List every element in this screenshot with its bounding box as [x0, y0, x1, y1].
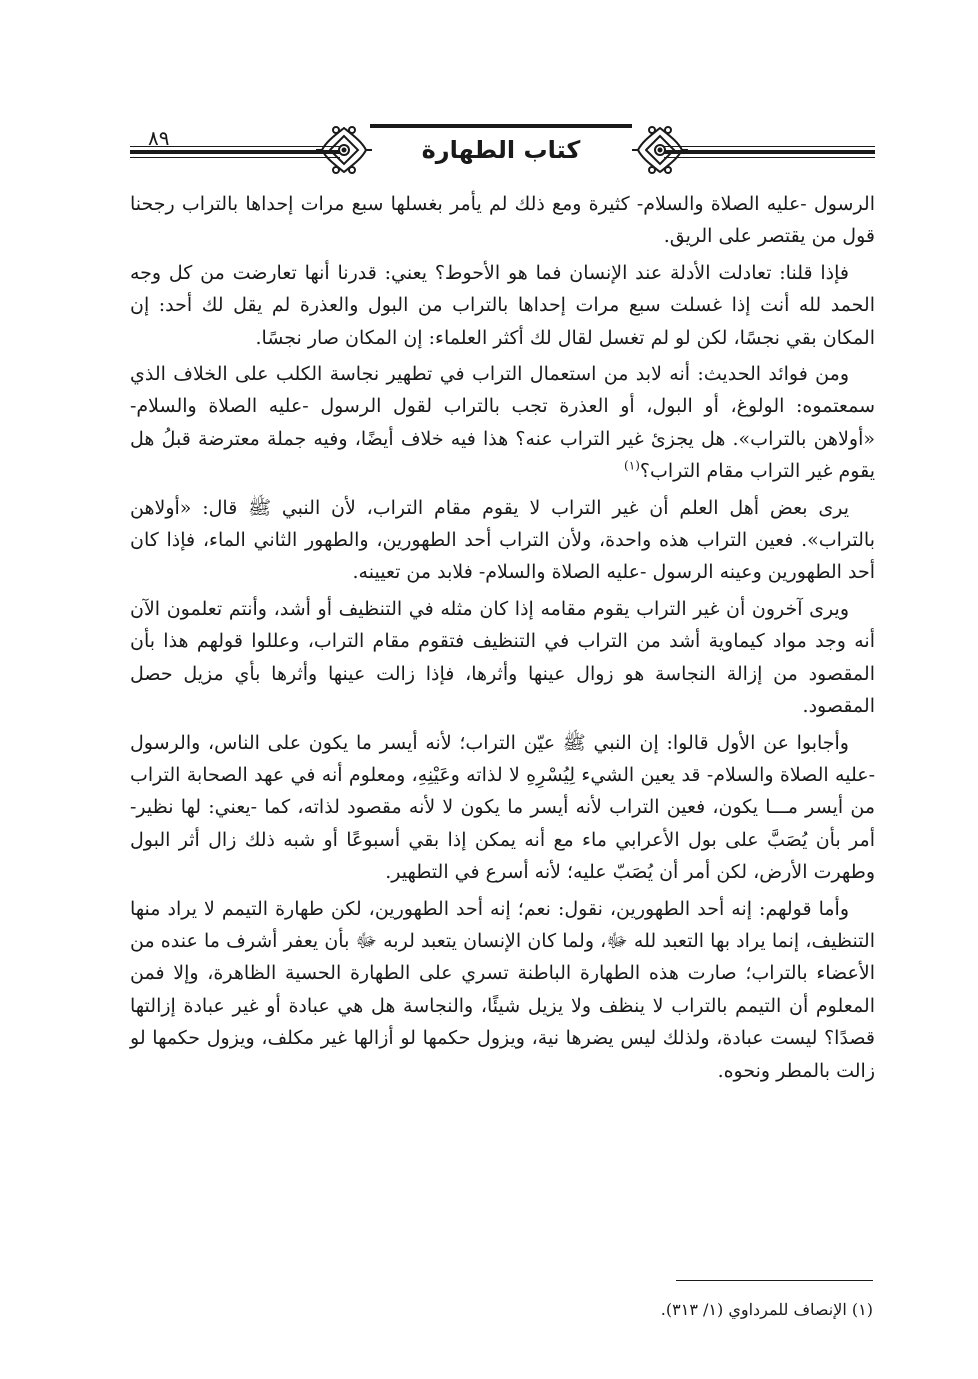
- page-number: ٨٩: [148, 126, 170, 150]
- body-text: [130, 188, 875, 1091]
- footnote: (١) الإنصاف للمرداوي (١/ ٣١٣).: [660, 1300, 873, 1319]
- header-rule-right: [664, 150, 875, 154]
- floral-ornament-icon: [316, 122, 372, 178]
- footnote-separator: [676, 1280, 873, 1281]
- paragraph: وأما قولهم: إنه أحد الطهورين، نقول: نعم؛ إنه أحد الطهورين، لكن طهارة التيمم لا يراد منها التنظيف، إنما يراد بها التعبد لله ﷻ، ولما كان الإنسان يتعبد لربه ﷻ بأن يعفر أشرف ما عنده من الأعضاء بالتراب؛ صارت هذه الطهارة الباطنة تسري على الطهارة الحسية الظاهرة، وإلا فمن المعلوم أن التيمم بالتراب لا ينظف ولا يزيل شيئًا، والنجاسة هل هي عبادة أو غير عبادة إزالتها قصدًا؟ ليست عبادة، ولذلك ليس يضرها نية، ويزول حكمها لو أزالها غير مكلف، ويزول حكمها لو زالت بالمطر ونحوه.: [130, 897, 875, 1082]
- footnote-reference[interactable]: (١): [624, 458, 640, 473]
- paragraph: وأجابوا عن الأول قالوا: إن النبي ﷺ عيّن التراب؛ لأنه أيسر ما يكون على الناس، والرسول -عليه الصلاة والسلام- قد يعين الشيء لِيُسْرِهِ لا لذاته وعَيْنِهِ، ومعلوم أنه في عهد الصحابة التراب من أيسر مـــا يكون، فعين التراب لأنه أيسر ما يكون لا لأنه مقصود لذاته، كما -يعني: لها نظير- أمر بأن يُصَبَّ على بول الأعرابي ماء مع أنه يمكن إذا بقي أسبوعًا أو شبه ذلك زال أثر البول وطهرت الأرض، لكن أمر أن يُصَبّ عليه؛ لأنه أسرع في التطهير.: [130, 731, 875, 884]
- header-rule-left-bottom: [130, 157, 340, 158]
- header-rule-right-top: [664, 146, 875, 147]
- paragraph: [130, 358, 875, 488]
- paragraph: يرى بعض أهل العلم أن غير التراب لا يقوم مقام التراب، لأن النبي ﷺ قال: «أولاهن بالتراب». فعين التراب هذه واحدة، ولأن التراب أحد الطهورين، والطهور الثاني الماء، فإذا كان أحد الطهورين وعينه الرسول -عليه الصلاة والسلام- فلابد من تعيينه.: [130, 496, 875, 584]
- paragraph: فإذا قلنا: تعادلت الأدلة عند الإنسان فما هو الأحوط؟ يعني: قدرنا أنها تعارضت من كل وجه الحمد لله أنت إذا غسلت سبع مرات إحداها بالتراب من البول والعذرة لم يقل لك أحد: إن المكان بقي نجسًا، لكن لو لم تغسل لقال لك أكثر العلماء: إن المكان صار نجسًا.: [130, 261, 875, 349]
- book-title: كتاب الطهارة: [421, 136, 581, 164]
- paragraph: الرسول -عليه الصلاة والسلام- كثيرة ومع ذلك لم يأمر بغسلها سبع مرات إحداها بالتراب رجحنا قول من يقتصر على الريق.: [130, 193, 875, 248]
- header-rule-left: [130, 150, 340, 154]
- paragraph-text: ومن فوائد الحديث: أنه لابد من استعمال التراب في تطهير نجاسة الكلب على الخلاف الذي سمعتموه: الولوغ، أو البول، أو العذرة تجب بالتراب لقول الرسول -عليه الصلاة والسلام- «أولاهن بالتراب». هل يجزئ غير التراب عنه؟ هذا فيه خلاف أيضًا، وفيه جملة معترضة قبلُ هل يقوم غير التراب مقام التراب؟: [130, 363, 875, 483]
- running-header: [130, 120, 875, 182]
- header-title-overline: [370, 124, 632, 128]
- paragraph: ويرى آخرون أن غير التراب يقوم مقامه إذا كان مثله في التنظيف أو أشد، وأنتم تعلمون الآن أنه وجد مواد كيماوية أشد من التراب في التنظيف فتقوم مقام التراب، وعللوا قولهم هذا بأن المقصود من إزالة النجاسة هو زوال عينها وأثرها، فإذا زالت عينها وأثرها بأي مزيل حصل المقصود.: [130, 597, 875, 718]
- header-rule-right-bottom: [664, 157, 875, 158]
